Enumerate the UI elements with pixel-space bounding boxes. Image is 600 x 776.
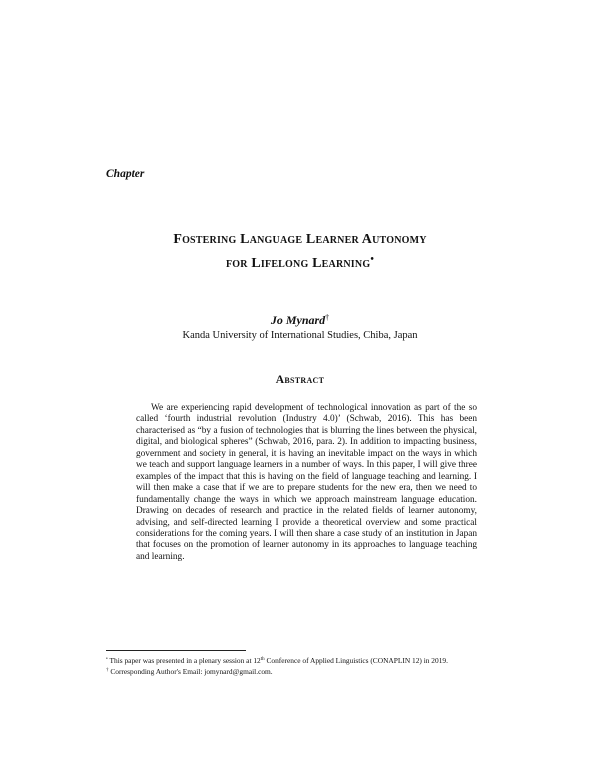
footnote-1-text-end: Conference of Applied Linguistics (CONAPLIN 12) in 2019. bbox=[264, 656, 448, 665]
author-affiliation: Kanda University of International Studies, Chiba, Japan bbox=[182, 330, 418, 341]
chapter-label: Chapter bbox=[106, 168, 145, 180]
paper-title-line-1 bbox=[60, 232, 540, 248]
paper-title-line-2 bbox=[60, 256, 540, 272]
footnote-2 bbox=[106, 667, 526, 677]
author-name-text: Jo Mynard bbox=[270, 313, 326, 327]
footnote-2-text: Corresponding Author's Email: jomynard@gmail.com. bbox=[108, 667, 273, 676]
footnote-1-mark: • bbox=[106, 657, 108, 662]
author-footnote-mark: † bbox=[325, 313, 330, 322]
title-footnote-mark: • bbox=[370, 254, 375, 265]
paper-title-line-2-text: for Lifelong Learning bbox=[225, 256, 371, 271]
abstract-body: We are experiencing rapid development of technological innovation as part of the so called ‘fourth industrial revolution (Industry 4.0)’ (Schwab, 2016). This has been characterised as “by a fusion of technologies that is blurring the lines between the physical, digital, and biological spheres” (Schwab, 2016, para. 2). In addition to impacting business, government and society in general, it is having an inevitable impact on the ways in which we teach and support language learners in a number of ways. In this paper, I will give three examples of the impact that this is having on the field of language teaching and learning. I will then make a case that if we are to prepare students for the new era, then we need to fundamentally change the ways in which we approach mainstream language education. Drawing on decades of research and practice in the related fields of learner autonomy, advising, and self-directed learning I provide a theoretical overview and some practical considerations for the coming years. I will then share a case study of an institution in Japan that focuses on the promotion of learner autonomy in its approaches to language teaching and learning. bbox=[136, 403, 477, 562]
abstract-heading: Abstract bbox=[275, 374, 325, 386]
footnote-2-mark: † bbox=[106, 668, 109, 673]
footnote-1 bbox=[106, 656, 526, 666]
author-name bbox=[60, 313, 540, 328]
footnote-1-text: This paper was presented in a plenary session at 12 bbox=[107, 656, 261, 665]
footnote-1-superscript: th bbox=[260, 657, 265, 662]
paper-title-line-1-text: Fostering Language Learner Autonomy bbox=[173, 232, 427, 247]
footnote-divider bbox=[106, 650, 246, 651]
